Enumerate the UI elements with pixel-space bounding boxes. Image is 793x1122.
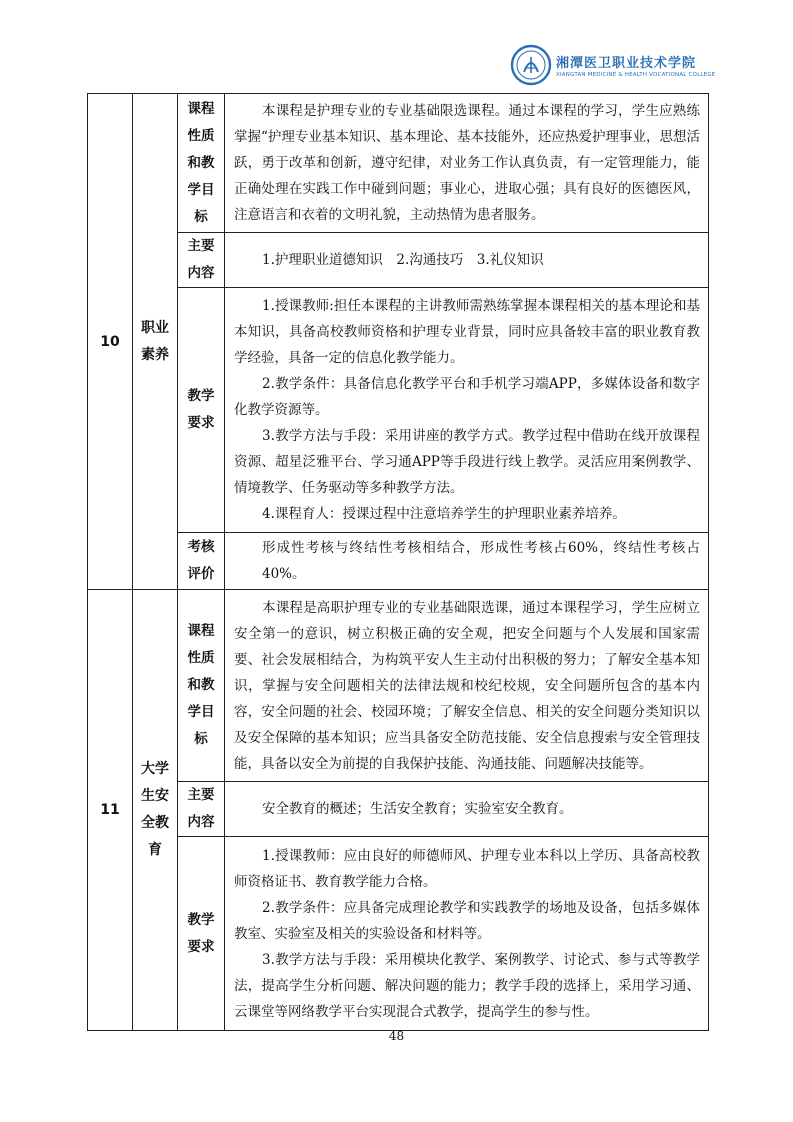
requirement-cell [225, 837, 709, 1031]
curriculum-table [87, 93, 709, 1031]
requirement-item: 1.授课教师:担任本课程的主讲教师需熟练掌握本课程相关的基本理论和基本知识，具备高校教师资格和护理专业背景，同时应具备较丰富的职业教育教学经验，具备一定的信息化教学能力。 [234, 298, 700, 366]
requirement-item: 3.教学方法与手段：采用模块化教学、案例教学、讨论式、参与式等教学法，提高学生分析问题、解决问题的能力；教学手段的选择上，采用学习通、云课堂等网络教学平台实现混合式教学，提高学生的参与性。 [234, 951, 700, 1020]
goal-label: 课程 性质 和教 学目 标 [178, 94, 225, 233]
college-emblem-icon [510, 44, 552, 86]
table-row [88, 782, 709, 837]
college-name-cn: 湘潭医卫职业技术学院 [556, 56, 697, 71]
course-name: 职业 素养 [133, 94, 178, 590]
course-name: 大学 生安 全教 育 [133, 590, 178, 1031]
content-text-cell [225, 233, 709, 288]
course-number: 11 [88, 590, 133, 1031]
table-row [88, 837, 709, 1031]
content-label: 主要 内容 [178, 233, 225, 288]
requirement-cell [225, 288, 709, 533]
goal-text: 本课程是护理专业的专业基础限选课程。通过本课程的学习，学生应熟练掌握“护理专业基本知识、基本理论、基本技能外，还应热爱护理事业，思想活跃，勇于改革和创新，遵守纪律，对业务工作认真负责，有一定管理能力，能正确处理在实践工作中碰到问题；事业心，进取心强；具有良好的医德医风，注意语言和衣着的文明礼貌，主动热情为患者服务。 [234, 103, 700, 223]
college-logo-header [510, 44, 716, 86]
requirement-item: 3.教学方法与手段：采用讲座的教学方式。教学过程中借助在线开放课程资源、超星泛雅平台、学习通APP等手段进行线上教学。灵活应用案例教学、情境教学、任务驱动等多种教学方法。 [234, 428, 700, 496]
page-number: 48 [388, 1029, 405, 1043]
table-row [88, 94, 709, 233]
college-name-en: XIANGTAN MEDICINE & HEALTH VOCATIONAL COLLEGE [556, 72, 716, 78]
goal-text: 本课程是高职护理专业的专业基础限选课，通过本课程学习，学生应树立安全第一的意识，树立积极正确的安全观，把安全问题与个人发展和国家需要、社会发展相结合，为构筑平安人生主动付出积极的努力；了解安全基本知识，掌握与安全问题相关的法律法规和校纪校规，安全问题所包含的基本内容，安全问题的社会、校园环境；了解安全信息、相关的安全问题分类知识以及安全保障的基本知识；应当具备安全防范技能、安全信息搜索与安全管理技能，具备以安全为前提的自我保护技能、沟通技能、问题解决技能等。 [234, 599, 700, 772]
requirement-item: 2.教学条件：具备信息化教学平台和手机学习端APP，多媒体设备和数字化教学资源等。 [234, 376, 700, 418]
requirement-label: 教学 要求 [178, 288, 225, 533]
table-row [88, 288, 709, 533]
requirement-item: 4.课程育人：授课过程中注意培养学生的护理职业素养培养。 [262, 506, 626, 522]
content-text: 1.护理职业道德知识 2.沟通技巧 3.礼仪知识 [262, 252, 544, 268]
requirement-item: 2.教学条件：应具备完成理论教学和实践教学的场地及设备，包括多媒体教室、实验室及相关的实验设备和材料等。 [234, 899, 700, 942]
goal-text-cell [225, 590, 709, 782]
table-row [88, 233, 709, 288]
evaluation-label: 考核 评价 [178, 533, 225, 590]
content-label: 主要 内容 [178, 782, 225, 837]
requirement-item: 1.授课教师：应由良好的师德师风、护理专业本科以上学历、具备高校教师资格证书、教育教学能力合格。 [234, 847, 700, 890]
table-row [88, 533, 709, 590]
requirement-label: 教学 要求 [178, 837, 225, 1031]
content-text: 安全教育的概述；生活安全教育；实验室安全教育。 [262, 801, 573, 817]
course-number: 10 [88, 94, 133, 590]
evaluation-cell [225, 533, 709, 590]
table-row [88, 590, 709, 782]
goal-label: 课程 性质 和教 学目 标 [178, 590, 225, 782]
content-text-cell [225, 782, 709, 837]
evaluation-text: 形成性考核与终结性考核相结合，形成性考核占60%，终结性考核占40%。 [262, 540, 700, 582]
goal-text-cell [225, 94, 709, 233]
